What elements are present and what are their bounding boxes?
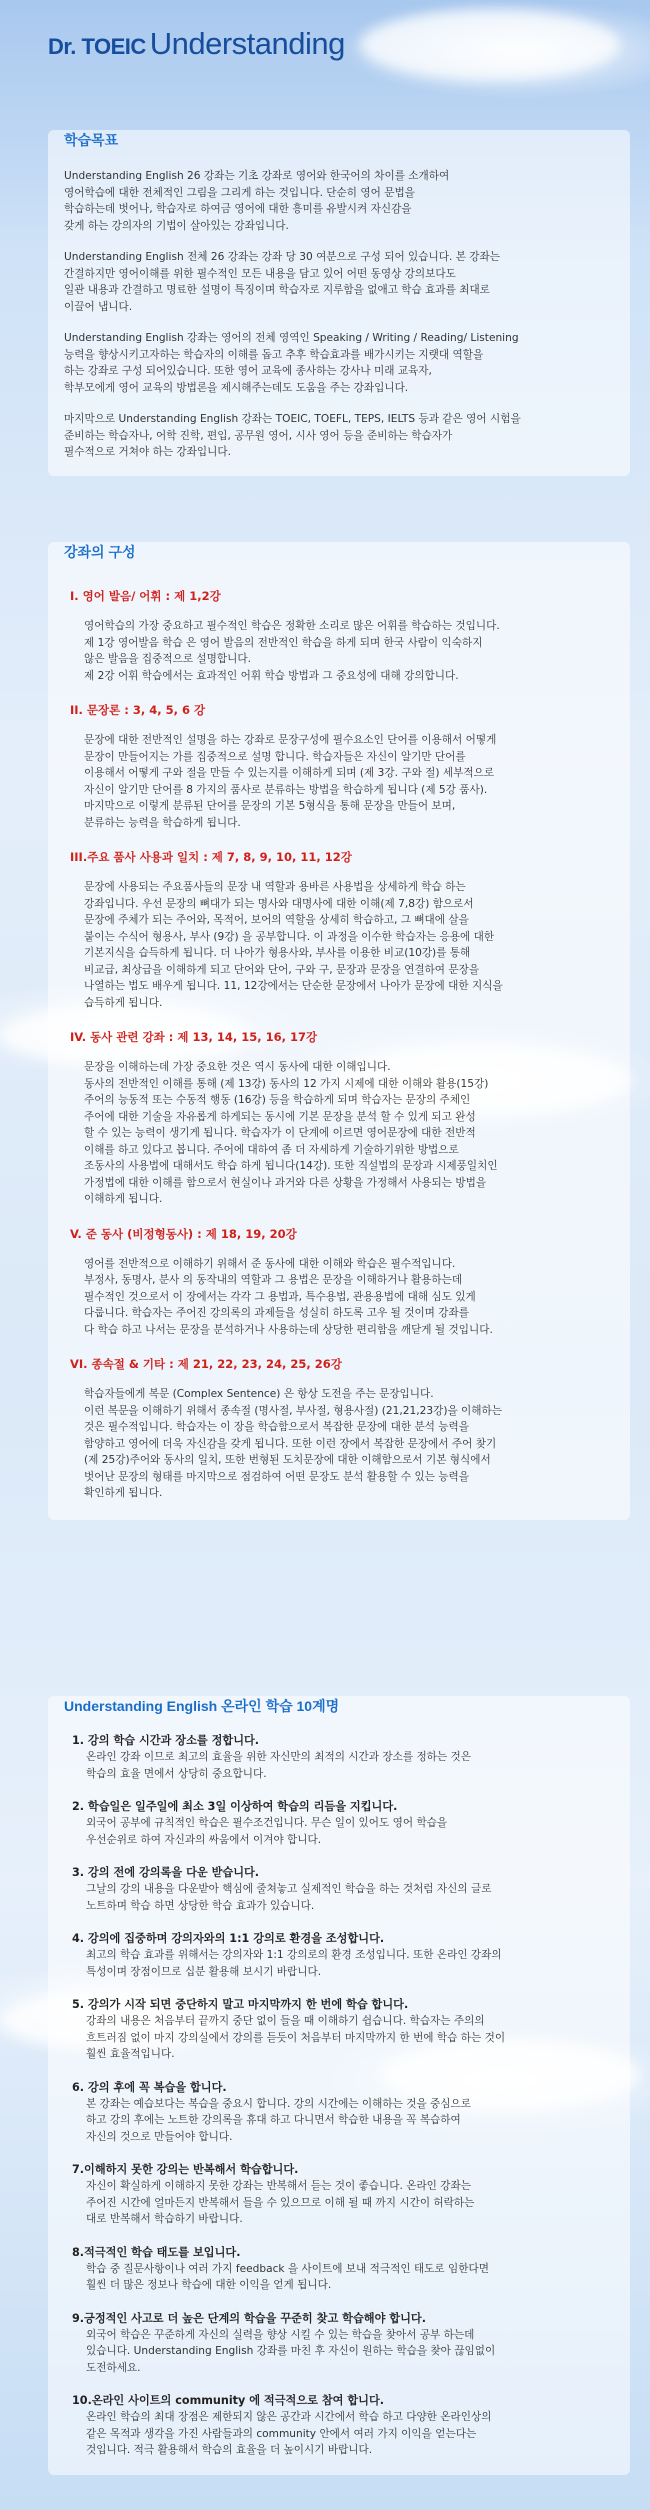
structure-item-body: 문장을 이해하는데 가장 중요한 것은 역시 동사에 대한 이해입니다. 동사의 전반적인 이해를 통해 (제 13강) 동사의 12 가지 시제에 대한 이해와 활용(15강) 주어의 능동적 또는 수동적 행동 (16강) 등을 학습하게 되며 학습자는 문장의 주체인 주어에 대한 기술을 자유롭게 하게되는 동시에 기본 문장을 분석 할 수 있게 되고 완성 할 수 있는 능력이 생기게 됩니다. 학습자가 이 단계에 이르면 영어문장에 대한 전반적 이해를 하고 있다고 봅니다. 주어에 대하여 좀 더 자세하게 기술하기위한 방법으로 조동사의 사용법에 대해서도 학습 하게 됩니다(14강). 또한 직설법의 문장과 시제풍일치인 가정법에 대한 이해를 함으로서 현실이나 과거와 다른 상황을 가정해서 사용되는 방법을 이해하게 됩니다. xyxy=(84,1061,498,1205)
step-body: 최고의 학습 효과를 위해서는 강의자와 1:1 강의로의 환경 조성입니다. 또한 온라인 강좌의 특성이며 장점이므로 십분 활용해 보시기 바랍니다. xyxy=(86,1949,502,1978)
structure-item-body: 문장에 사용되는 주요품사들의 문장 내 역할과 용바른 사용법을 상세하게 학습 하는 강좌입니다. 우선 문장의 뼈대가 되는 명사와 대명사에 대한 이해(제 7,8강) 함으로서 문장에 주체가 되는 주어와, 목적어, 보어의 역할을 상세히 학습하고, 그 뼈대에 살을 붙이는 수식어 형용사, 부사 (9강) 을 공부합니다. 이 과정을 이수한 학습자는 응용에 대한 기본지식을 습득하게 됩니다. 더 나아가 형용사와, 부사를 이용한 비교(10강)를 통해 비교급, 최상급을 이해하게 되고 단어와 단어, 구와 구, 문장과 문장을 연결하여 문장을 나열하는 법도 배우게 됩니다. 11, 12강에서는 단순한 문장에서 나아가 문장에 대한 지식을 습득하게 됩니다. xyxy=(84,881,503,1009)
goals-paragraph: 마지막으로 Understanding English 강좌는 TOEIC, TOEFL, TEPS, IELTS 등과 같은 영어 시험을 준비하는 학습자나, 어학 진학, 편입, 공무원 영어, 시사 영어 등을 준비하는 학습자가 필수적으로 거쳐야 하는 강좌입니다. xyxy=(64,413,521,458)
cloud-decoration xyxy=(360,10,620,80)
goals-section xyxy=(48,130,630,476)
structure-item-heading: III.주요 품사 사용과 일치 : 제 7, 8, 9, 10, 11, 12강 xyxy=(70,850,352,864)
step-body: 본 강좌는 예습보다는 복습을 중요시 합니다. 강의 시간에는 이해하는 것을 중심으로 하고 강의 후에는 노트한 강의록을 휴대 하고 다니면서 학습한 내용을 꼭 복습하여 자신의 것으로 만들어야 합니다. xyxy=(86,2097,471,2143)
structure-item-heading: I. 영어 발음/ 어휘 : 제 1,2강 xyxy=(70,589,221,603)
step-heading: 5. 강의가 시작 되면 중단하지 말고 마지막까지 한 번에 학습 합니다. xyxy=(72,1998,409,2011)
structure-item-heading: V. 준 동사 (비정형동사) : 제 18, 19, 20강 xyxy=(70,1226,297,1241)
structure-title: 강좌의 구성 xyxy=(64,544,136,560)
steps-section xyxy=(48,1696,630,2475)
step-body: 그날의 강의 내용을 다운받아 핵심에 줄쳐놓고 실제적인 학습을 하는 것처럼 자신의 글로 노트하며 학습 하면 상당한 학습 효과가 있습니다. xyxy=(86,1883,492,1912)
step-heading: 9.긍정적인 사고로 더 높은 단계의 학습을 꾸준히 찾고 학습해야 합니다. xyxy=(72,2311,426,2325)
step-heading: 7.이해하지 못한 강의는 반복해서 학습합니다. xyxy=(72,2163,299,2176)
step-body: 강좌의 내용은 처음부터 끝까지 중단 없이 들을 때 이해하기 쉽습니다. 학습자는 주의의 흐트러짐 없이 마지 강의실에서 강의를 듣듯이 처음부터 마지막까지 한 번에 학습 하는 것이 훨씬 효율적입니다. xyxy=(86,2015,506,2060)
goals-title: 학습목표 xyxy=(64,132,119,148)
step-heading: 4. 강의에 집중하며 강의자와의 1:1 강의로 환경을 조성합니다. xyxy=(72,1932,385,1945)
goals-paragraph: Understanding English 강좌는 영어의 전체 영역인 Speaking / Writing / Reading/ Listening 능력을 향상시키고자하는 학습자의 이해를 돕고 추후 학습효과를 배가시키는 지랫대 역할을 하는 강좌로 구성 되어있습니다. 또한 영어 교육에 종사하는 강사나 미래 교육자, 학부모에게 영어 교육의 방법론을 제시해주는데도 도움을 주는 강좌입니다. xyxy=(64,332,519,394)
structure-item-body: 학습자들에게 복문 (Complex Sentence) 은 항상 도전을 주는 문장입니다. 이런 복문을 이해하기 위해서 종속절 (명사절, 부사절, 형용사절) (21,21,23강)을 이해하는 것은 필수적입니다. 학습자는 이 장을 학습함으로서 복잡한 문장에 대한 분석 능력을 함양하고 영어에 더욱 자신감을 갖게 됩니다. 또한 이런 장에서 복잡한 문장에서 주어 찾기 (제 25강)주어와 동사의 일치, 또한 번형된 도치문장에 대한 이해함으로서 기본 형식에서 벗어난 문장의 형태를 마지막으로 점검하여 어떤 문장도 분석 활용할 수 있는 능력을 확인하게 됩니다. xyxy=(84,1388,502,1499)
structure-item-heading: VI. 종속절 & 기타 : 제 21, 22, 23, 24, 25, 26강 xyxy=(70,1357,342,1371)
steps-title: Understanding English 온라인 학습 10계명 xyxy=(64,1698,340,1714)
step-heading: 8.적극적인 학습 태도를 보입니다. xyxy=(72,2245,241,2259)
step-heading: 2. 학습일은 일주일에 최소 3일 이상하여 학습의 리듬을 지킵니다. xyxy=(72,1800,398,1813)
step-heading: 6. 강의 후에 꼭 복습을 합니다. xyxy=(72,2080,227,2094)
goals-paragraph: Understanding English 26 강좌는 기초 강좌로 영어와 한국어의 차이를 소개하여 영어학습에 대한 전체적인 그림을 그리게 하는 것입니다. 단순히 영어 문법을 학습하는데 벗어나, 학습자로 하여금 영어에 대한 흥미를 유발시켜 자신감을 갖게 하는 강의자의 기법이 살아있는 강좌입니다. xyxy=(64,170,450,232)
structure-item-body: 영어를 전반적으로 이해하기 위해서 준 동사에 대한 이해와 학습은 필수적입니다. 부정사, 동명사, 분사 의 동작내의 역할과 그 용법은 문장을 이해하거나 활용하는데 필수적인 것으로서 이 장에서는 각각 그 용법과, 특수용법, 관용용법에 대해 심도 있게 다룹니다. 학습자는 주어진 강의록의 과제들을 성실히 하도록 고우 될 것이며 강좌를 다 학습 하고 나서는 문장을 분석하거나 사용하는데 상당한 편리함을 깨닫게 될 것입니다. xyxy=(84,1257,493,1336)
structure-item-heading: II. 문장론 : 3, 4, 5, 6 강 xyxy=(70,703,206,717)
step-body: 학습 중 질문사항이나 여러 가지 feedback 을 사이트에 보내 적극적인 태도로 임한다면 훨씬 더 많은 정보나 학습에 대한 이익을 얻게 됩니다. xyxy=(86,2262,489,2291)
step-heading: 3. 강의 전에 강의록을 다운 받습니다. xyxy=(72,1866,260,1879)
structure-section xyxy=(48,542,630,1520)
brand-label: Dr. TOEIC xyxy=(48,34,146,59)
step-body: 온라인 학습의 최대 장점은 제한되지 않은 공간과 시간에서 학습 하고 다양한 온라인상의 같은 목적과 생각을 가진 사람들과의 community 안에서 여러 가지 이익을 얻는다는 것입니다. 적극 활용해서 학습의 효율을 더 높이시기 바랍니다. xyxy=(86,2411,492,2456)
structure-item-heading: IV. 동사 관련 강좌 : 제 13, 14, 15, 16, 17강 xyxy=(70,1030,318,1044)
goals-paragraph: Understanding English 전체 26 강좌는 강좌 당 30 여분으로 구성 되어 있습니다. 본 강좌는 간결하지만 영어이해를 위한 필수적인 모든 내용을 담고 있어 어떤 동영상 강의보다도 일관 내용과 간결하고 명료한 설명이 특징이며 학습자로 지루함을 없애고 학습 효과를 최대로 이끌어 냅니다. xyxy=(64,251,501,313)
step-heading: 1. 강의 학습 시간과 장소를 정합니다. xyxy=(72,1734,260,1747)
step-body: 자신이 확실하게 이해하지 못한 강좌는 반복해서 듣는 것이 좋습니다. 온라인 강좌는 주어진 시간에 얼마든지 반복해서 들을 수 있으므로 이해 될 때 까지 시간이 허락하는 대로 반복해서 학습하기 바랍니다. xyxy=(86,2180,475,2225)
structure-item-body: 문장에 대한 전반적인 설명을 하는 강좌로 문장구성에 필수요소인 단어를 이용해서 어떻게 문장이 만들어지는 가를 집중적으로 설명 합니다. 학습자들은 자신이 알기만 단어를 이용해서 어떻게 구와 절을 만들 수 있는지를 이해하게 되며 (제 3강. 구와 절) 세부적으로 자신이 알기만 단어를 8 가지의 품사로 분류하는 방법을 학습하게 됩니다 (제 5강 품사). 마지막으로 이렇게 분류된 단어를 문장의 기본 5형식을 통해 문장을 만들어 보며, 분류하는 능력을 학습하게 됩니다. xyxy=(84,734,497,829)
page-title: Understanding xyxy=(149,26,345,61)
page-header xyxy=(48,26,345,62)
step-body: 온라인 강좌 이므로 최고의 효율을 위한 자신만의 최적의 시간과 장소를 정하는 것은 학습의 효율 면에서 상당히 중요합니다. xyxy=(86,1751,471,1780)
step-body: 외국어 공부에 규칙적인 학습은 필수조건입니다. 무슨 일이 있어도 영어 학습을 우선순위로 하여 자신과의 싸움에서 이겨야 합니다. xyxy=(86,1817,448,1846)
step-heading: 10.온라인 사이트의 community 에 적극적으로 참여 합니다. xyxy=(72,2394,385,2407)
structure-item-body: 영어학습의 가장 중요하고 필수적인 학습은 정확한 소리로 많은 어휘를 학습하는 것입니다. 제 1강 영어발음 학습 은 영어 발음의 전반적인 학습을 하게 되며 한국 사람이 익숙하지 않은 발음을 집중적으로 설명합니다. 제 2강 어휘 학습에서는 효과적인 어휘 학습 방법과 그 중요성에 대해 강의합니다. xyxy=(84,620,500,682)
step-body: 외국어 학습은 꾸준하게 자신의 실력을 향상 시킬 수 있는 학습을 찾아서 공부 하는데 있습니다. Understanding English 강좌를 마친 후 자신이 원하는 학습을 찾아 끊임없이 도전하세요. xyxy=(86,2328,496,2374)
